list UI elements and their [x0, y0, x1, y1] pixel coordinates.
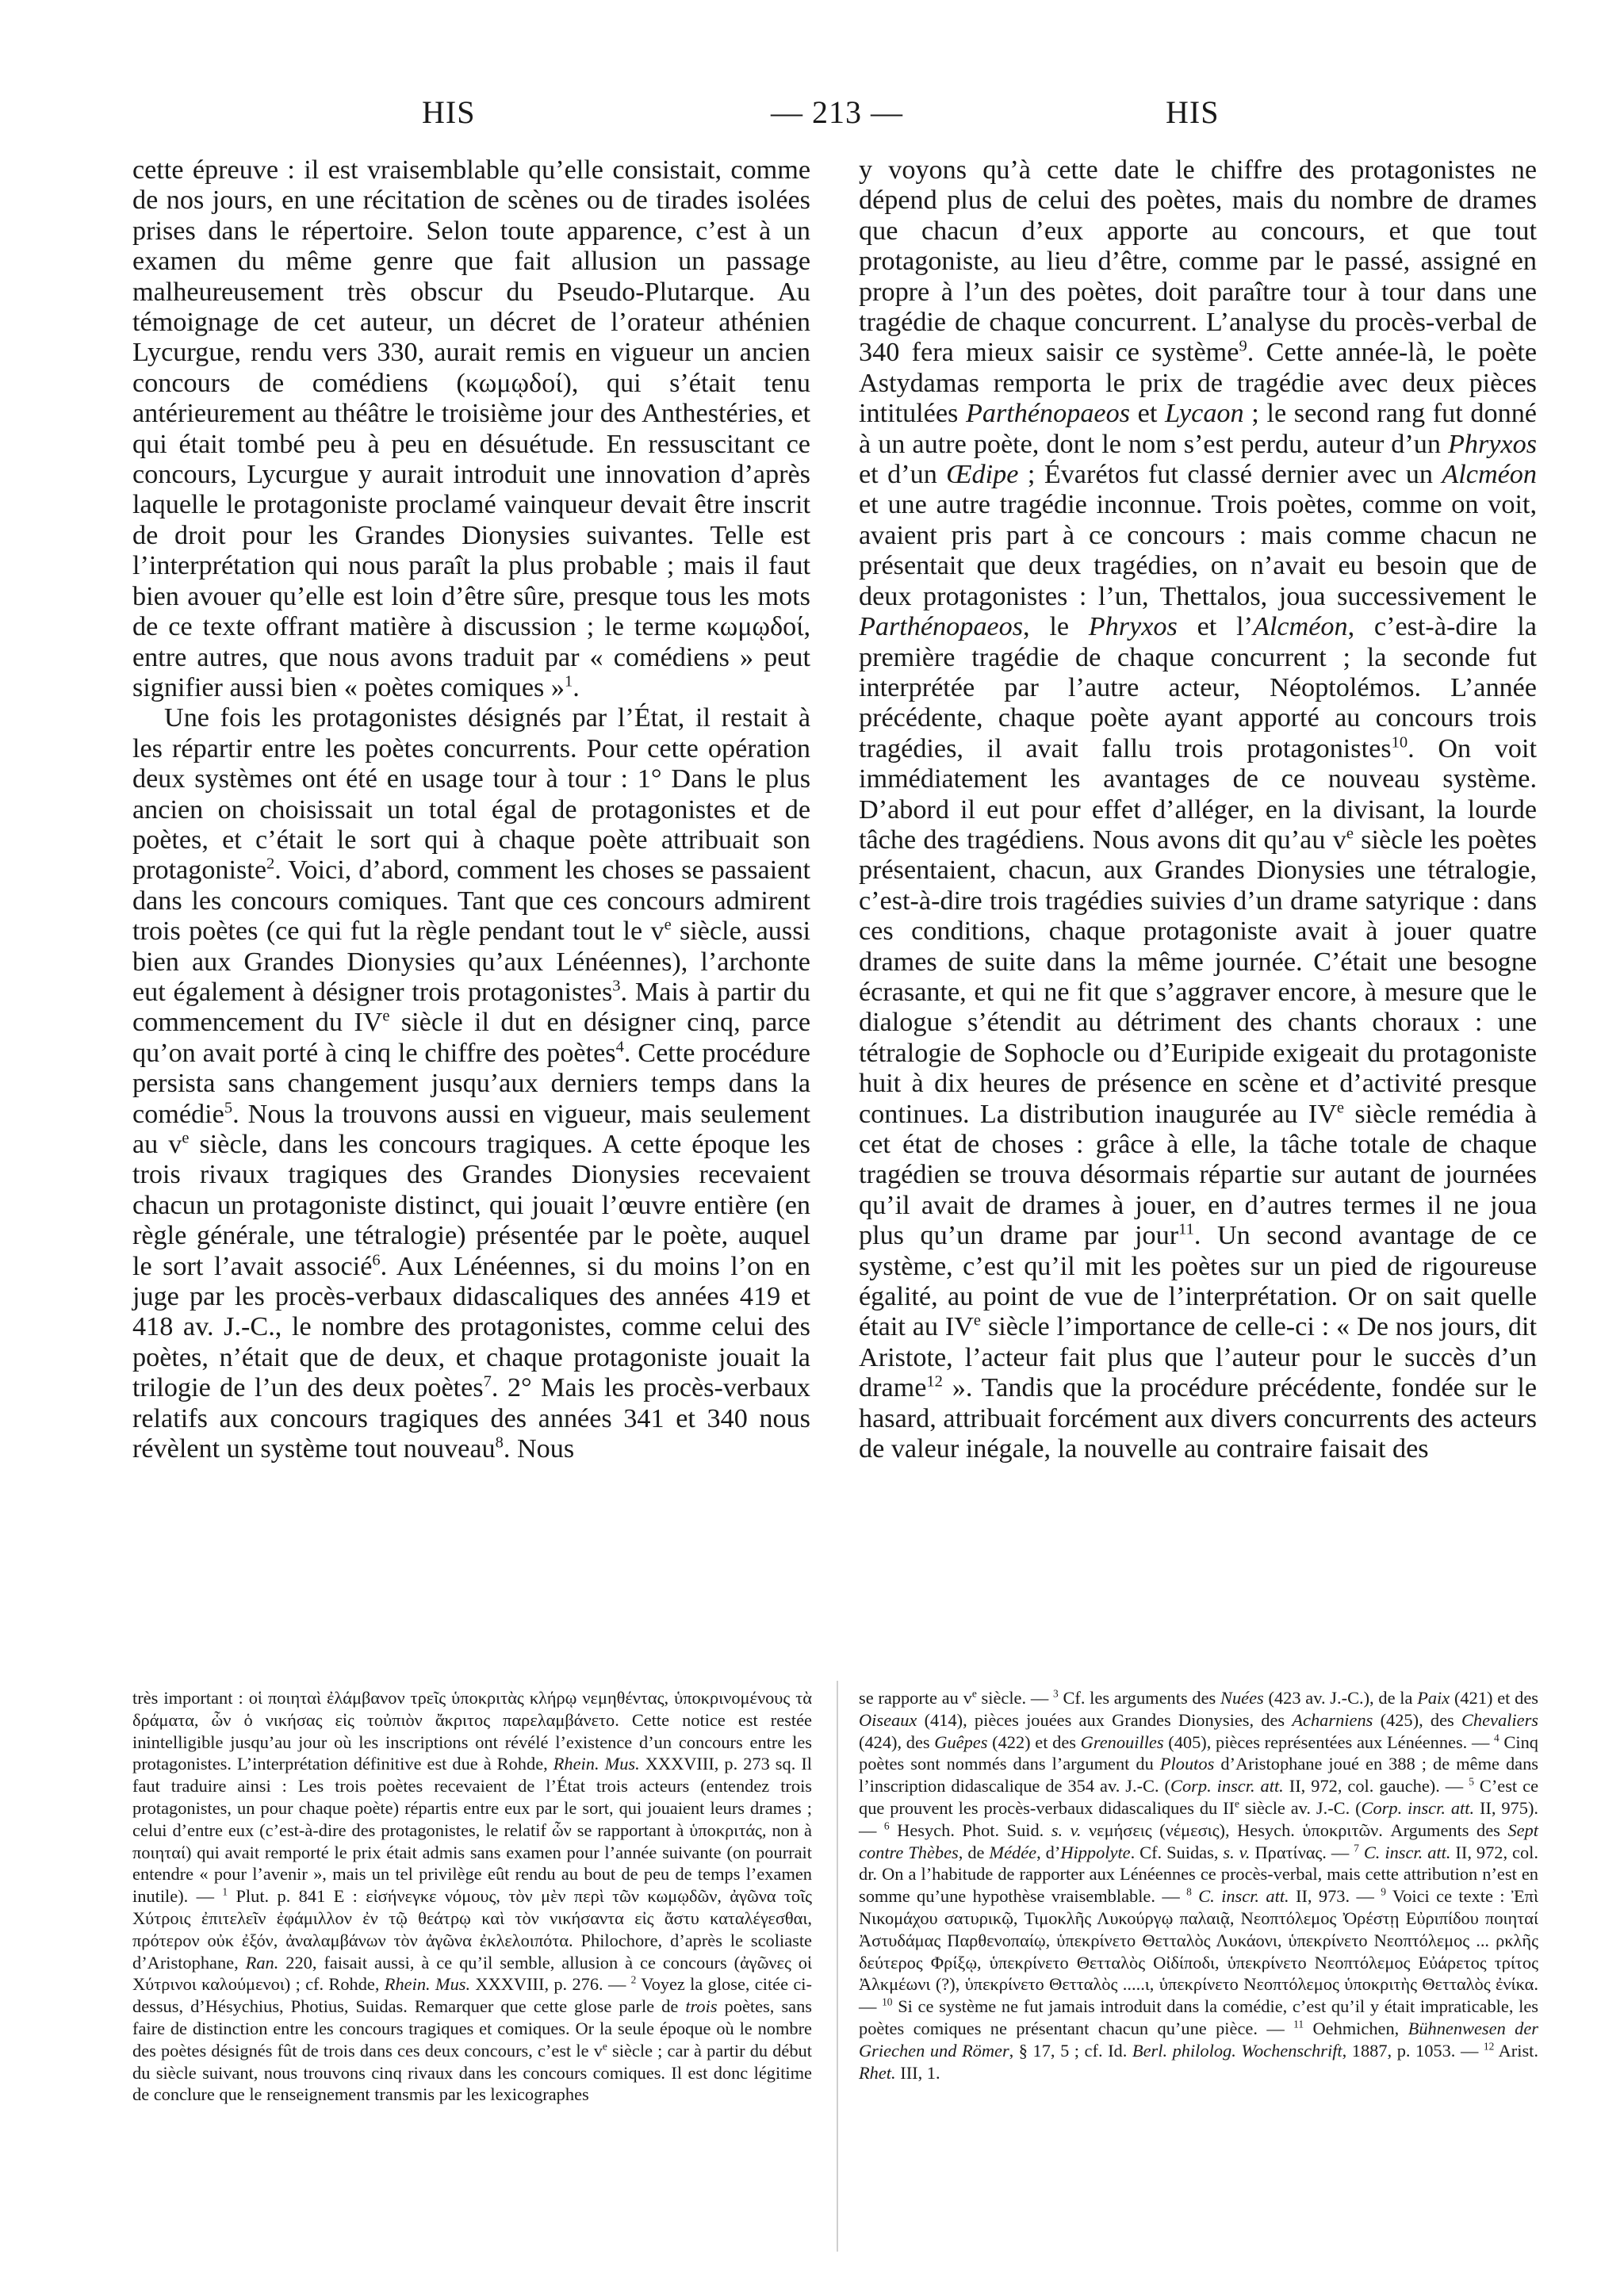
running-head-right: HIS — [1166, 94, 1220, 130]
left-column — [132, 155, 810, 1464]
paragraph: Une fois les protagonistes désignés par l’État, il restait à les répartir entre les poètes concurrents. Pour cette opération deux systèmes ont été en usage tour à tour : 1° Dans le plus ancien on choisissait un total égal de protagonistes et de poètes, et c’était le sort qui à chaque poète attribuait son protagoniste$^2$. Voici, d’abord, comment les choses se passaient dans les concours comiques. Tant que ces concours admirent trois poètes (ce qui fut la règle pendant tout le $v^e$ siècle, aussi bien aux Grandes Dionysies qu’aux Lénéennes), l’archonte eut également à désigner trois protagonistes$^3$. Mais à partir du commencement du IVe siècle il dut en désigner cinq, parce qu’on avait porté à cinq le chiffre des poètes$^4$. Cette procédure persista sans changement jusqu’aux derniers temps dans la comédie$^5$. Nous la trouvons aussi en vigueur, mais seulement au $v^e$ siècle, dans les concours tragiques. A cette époque les trois rivaux tragiques des Grandes Dionysies recevaient chacun un protagoniste distinct, qui jouait l’œuvre entière (en règle générale, une tétralogie) présentée par le poète, auquel le sort l’avait associé$^6$. Aux Lénéennes, si du moins l’on en juge par les procès-verbaux didascaliques des années 419 et 418 av. J.-C., le nombre des protagonistes, comme celui des poètes, n’était que de deux, et chaque protagoniste jouait la trilogie de l’un des deux poètes$^7$. 2° Mais les procès-verbaux relatifs aux concours tragiques des années 341 et 340 nous révèlent un système tout nouveau$^8$. Nous — [132, 703, 810, 1464]
paragraph: cette épreuve : il est vraisemblable qu’elle consistait, comme de nos jours, en une récitation de scènes ou de tirades isolées prises dans le répertoire. Selon toute apparence, c’est à un examen du même genre que fait allusion un passage malheureusement très obscur du Pseudo-Plutarque. Au témoignage de cet auteur, un décret de l’orateur athénien Lycurgue, rendu vers 330, aurait remis en vigueur un ancien concours de comédiens (κωμῳδοί), qui s’était tenu antérieurement au théâtre le troisième jour des Anthestéries, et qui était tombé peu à peu en désuétude. En ressuscitant ce concours, Lycurgue y aurait introduit une innovation d’après laquelle le protagoniste proclamé vainqueur devait être inscrit de droit pour les Grandes Dionysies suivantes. Telle est l’interprétation qui nous paraît la plus probable ; mais il faut bien avouer qu’elle est loin d’être sûre, presque tous les mots de ce texte offrant matière à discussion ; le terme κωμῳδοί, entre autres, que nous avons traduit par « comédiens » peut signifier aussi bien « poètes comiques »$^1$. — [132, 155, 810, 702]
footnotes-left — [132, 1687, 812, 2106]
footnote-text: très important : οἱ ποιηταὶ ἐλάμβανον τρεῖς ὑποκριτὰς κλήρῳ νεμηθέντας, ὑποκρινομένους τὰ δράματα, ὧν ὁ νικήσας εἰς τοὐπιὸν ἄκριτος παρελαμβάνετο. Cette notice est restée inintelligible jusqu’au jour où les inscriptions ont révélé l’existence d’un concours entre les protagonistes. L’interprétation définitive est due à Rohde, Rhein. Mus. XXXVIII, p. 273 sq. Il faut traduire ainsi : Les trois poètes recevaient de l’État trois acteurs (entendez trois protagonistes, un pour chaque poète) répartis entre eux par le sort, qui jouaient leurs drames ; celui d’entre eux (c’est-à-dire des protagonistes, le relatif ὧν se rapportant à ὑποκριτάς, non à ποιηταί) qui avait remporté le prix était admis sans examen pour l’année suivante (on pourrait entendre « pour l’avenir », mais un tel privilège eût rendu au bout de peu de temps l’examen inutile). — $^1$ Plut. p. 841 E : εἰσήνεγκε νόμους, τὸν μὲν περὶ τῶν κωμῳδῶν, ἀγῶνα τοῖς Χύτροις ἐπιτελεῖν ἐφάμιλλον ἐν τῷ θεάτρῳ καὶ τὸν νικήσαντα εἰς ἄστυ καταλέγεσθαι, πρότερον οὐκ ἐξόν, ἀναλαμβάνων τὸν ἀγῶνα ἐκλελοιπότα. Philochore, d’après le scoliaste d’Aristophane, Ran. 220, faisait aussi, à ce qu’il semble, allusion à ce concours (ἀγῶνες οἱ Χύτρινοι καλούμενοι) ; cf. Rohde, Rhein. Mus. XXXVIII, p. 276. — $^2$ Voyez la glose, citée ci-dessus, d’Hésychius, Photius, Suidas. Remarquer que cette glose parle de trois poètes, sans faire de distinction entre les concours tragiques et comiques. Or la seule époque où le nombre des poètes désignés fût de trois dans ces deux concours, c’est le $v^e$ siècle ; car à partir du début du siècle suivant, nous trouvons cinq rivaux dans les concours comiques. Il est donc légitime de conclure que le renseignement transmis par les lexicographes — [132, 1688, 813, 2105]
paragraph: y voyons qu’à cette date le chiffre des protagonistes ne dépend plus de celui des poètes, mais du nombre de drames que chacun d’eux apporte au concours, et que tout protagoniste, au lieu d’être, comme par le passé, assigné en propre à l’un des poètes, doit paraître tour à tour dans une tragédie de chaque concurrent. L’analyse du procès-verbal de 340 fera mieux saisir ce système$^9$. Cette année-là, le poète Astydamas remporta le prix de tragédie avec deux pièces intitulées Parthénopaeos et Lycaon ; le second rang fut donné à un autre poète, dont le nom s’est perdu, auteur d’un Phryxos et d’un Œdipe ; Évarétos fut classé dernier avec un Alcméon et une autre tragédie inconnue. Trois poètes, comme on voit, avaient pris part à ce concours : mais comme chacun ne présentait que deux tragédies, on n’avait eu besoin que de deux protagonistes : l’un, Thettalos, joua successivement le Parthénopaeos, le Phryxos et l’Alcméon, c’est-à-dire la première tragédie de chaque concurrent ; la seconde fut interprétée par l’autre acteur, Néoptolémos. L’année précédente, chaque poète ayant apporté au concours trois tragédies, il avait fallu trois protagonistes$^{10}$. On voit immédiatement les avantages de ce nouveau système. D’abord il eut pour effet d’alléger, en la divisant, la lourde tâche des tragédiens. Nous avons dit qu’au $v^e$ siècle les poètes présentaient, chacun, aux Grandes Dionysies une tétralogie, c’est-à-dire trois tragédies suivies d’un drame satyrique : dans ces conditions, chaque protagoniste avait à jouer quatre drames de suite dans la même journée. C’était une besogne écrasante, et qui ne fit que s’aggraver encore, à mesure que le dialogue s’étendit au détriment des chants choraux : une tétralogie de Sophocle ou d’Euripide exigeait du protagoniste huit à dix heures de présence en scène et d’activité presque continues. La distribution inaugurée au IVe siècle remédia à cet état de choses : grâce à elle, la tâche totale de chaque tragédien se trouva désormais répartie sur autant de journées qu’il avait de drames à jouer, en d’autres termes il ne joua plus qu’un drame par jour$^{11}$. Un second avantage de ce système, c’est qu’il mit les poètes sur un pied de rigoureuse égalité, au point de vue de l’interprétation. Or on sait quelle était au IVe siècle l’importance de celle-ci : « De nos jours, dit Aristote, l’acteur fait plus que l’auteur pour le succès d’un drame$^{12}$ ». Tandis que la procédure précédente, fondée sur le hasard, attribuait forcément aux divers concurrents des acteurs de valeur inégale, la nouvelle au contraire faisait des — [859, 155, 1538, 1464]
footnotes-right — [859, 1687, 1538, 2084]
running-head-left: HIS — [422, 94, 476, 130]
page-number: — 213 — — [771, 94, 903, 130]
footnote-column-divider — [837, 1681, 838, 2252]
footnote-text: se rapporte au $v^e$ siècle. — $^3$ Cf. les arguments des Nuées (423 av. J.-C.), de la Paix (421) et des Oiseaux (414), pièces jouées aux Grandes Dionysies, des Acharniens (425), des Chevaliers (424), des Guêpes (422) et des Grenouilles (405), pièces représentées aux Lénéennes. — $^4$ Cinq poètes sont nommés dans l’argument du Ploutos d’Aristophane joué en 388 ; de même dans l’inscription didascalique de 354 av. J.-C. (Corp. inscr. att. II, 972, col. gauche). — $^5$ C’est ce que prouvent les procès-verbaux didascaliques du IIe siècle av. J.-C. (Corp. inscr. att. II, 975). — $^6$ Hesych. Phot. Suid. s. v. νεμήσεις (νέμεσις), Hesych. ὑποκριτῶν. Arguments des Sept contre Thèbes, de Médée, d’Hippolyte. Cf. Suidas, s. v. Πρατίνας. — $^7$ C. inscr. att. II, 972, col. dr. On a l’habitude de rapporter aux Lénéennes ce procès-verbal, mais cette attribution n’est en somme qu’une hypothèse vraisemblable. — $^8$ C. inscr. att. II, 973. — $^9$ Voici ce texte : Ἐπὶ Νικομάχου σατυρικῷ, Τιμοκλῆς Λυκούργῳ παλαιᾷ, Νεοπτόλεμος Ὀρέστῃ Εὐριπίδου ποιηταί Ἀστυδάμας Παρθενοπαίῳ, ὑπεκρίνετο Θετταλὸς Λυκάονι, ὑπεκρίνετο Νεοπτόλεμος ... ρκλῆς δεύτερος Φρίξῳ, ὑπεκρίνετο Θετταλὸς Οἰδίποδι, ὑπεκρίνετο Νεοπτόλεμος Εὐάρετος τρίτος Ἀλκμέωνι (?), ὑπεκρίνετο Θετταλὸς .....ι, ὑπεκρίνετο Νεοπτόλεμος ὑποκριτὴς Θετταλὸς ἐνίκα. — $^{10}$ Si ce système ne fut jamais introduit dans la comédie, c’est qu’il y était impraticable, les poètes comiques ne présentant chacun qu’une pièce. — $^{11}$ Oehmichen, Bühnenwesen der Griechen und Römer, § 17, 5 ; cf. Id. Berl. philolog. Wochenschrift, 1887, p. 1053. — $^{12}$ Arist. Rhet. III, 1. — [859, 1687, 1539, 2083]
right-column — [859, 155, 1537, 1464]
